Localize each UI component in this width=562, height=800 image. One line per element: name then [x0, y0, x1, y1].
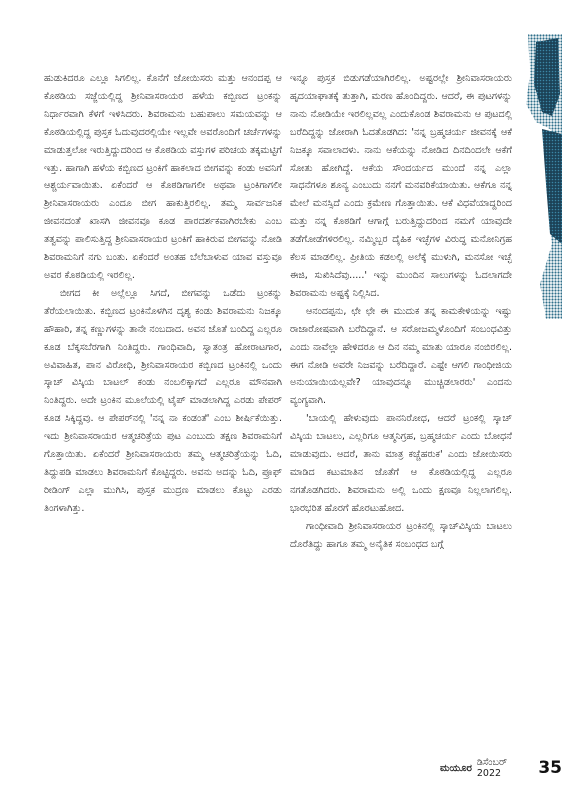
article-column-left [44, 70, 282, 518]
issue-date: ಡಿಸೆಂಬರ್ 2022 [476, 757, 508, 779]
paragraph: 'ಬಾಯಲ್ಲಿ ಹೇಳುವುದು ಪಾನನಿರೋಧ, ಆದರೆ ಟ್ರಂಕಲ್ಲಿ ಸ್ಕಾಚ್ ವಿಸ್ಕಿಯ ಬಾಟಲು, ಎಲ್ಲರಿಗೂ ಆತ್ಮನಿಗ್ರಹ, ಬ್ರಹ್ಮಚರ್ಯ ಎಂದು ಬೋಧನೆ ಮಾಡುವುದು. ಆದರೆ, ತಾನು ಮಾತ್ರ ಕಚ್ಚೆಹರುಕ' ಎಂದು ಜೋಯಿಸರು ಮಾಡಿದ ಕಟುಮಾತಿನ ಜೊತೆಗೆ ಆ ಕೊಠಡಿಯಲ್ಲಿದ್ದ ಎಲ್ಲರೂ ನಗತೊಡಗಿದರು. ಶಿವರಾಮನು ಅಲ್ಲಿ ಒಂದು ಕ್ಷಣವೂ ನಿಲ್ಲಲಾಗಲಿಲ್ಲ. ಭಾರಭರಿತ ಹೊರಗೆ ಹೊರಟುಹೋದ. [290, 413, 512, 514]
paragraph: ಆನಂದಪ್ಪನು, ಛೇ ಛೇ ಈ ಮುದುಕ ತನ್ನ ಕಾಮಕೇಳಿಯನ್ನು ಇಷ್ಟು ರಾಜಾರೋಷವಾಗಿ ಬರೆದಿದ್ದಾನೆ. ಆ ಸರೋಜಮ್ಮಳೊಂದಿಗೆ ಸಂಬಂಧವಿತ್ತು ಎಂದು ನಾವೆಲ್ಲಾ ಹೇಳಿದರೂ ಆ ದಿನ ನಮ್ಮ ಮಾತು ಯಾರೂ ನಂಬಿರಲಿಲ್ಲ. ಈಗ ನೋಡಿ ಅವರೇ ನಿಜವನ್ನು ಬರೆದಿದ್ದಾರೆ. ಎಷ್ಟೇ ಆಗಲಿ ಗಾಂಧೀಜಿಯ ಅನುಯಾಯಿಯಲ್ಲವೇ? ಯಾವುದನ್ನೂ ಮುಚ್ಚಿಡಲಾರರು' ಎಂದನು ವ್ಯಂಗ್ಯವಾಗಿ. [290, 305, 512, 407]
paragraph: ಗಾಂಧೀವಾದಿ ಶ್ರೀನಿವಾಸರಾಯರ ಟ್ರಂಕಿನಲ್ಲಿ ಸ್ಕಾಚ್‌ವಿಸ್ಕಿಯ ಬಾಟಲು ದೊರೆತಿದ್ದು ಹಾಗೂ ತಮ್ಮ ಅನೈತಿಕ ಸಂಬಂಧದ ಬಗ್ಗೆ [290, 520, 512, 550]
magazine-name: ಮಯೂರ [440, 762, 472, 774]
page-footer [440, 758, 562, 778]
page-number: 35 [538, 758, 562, 778]
paragraph: ಬೀಗದ ಕೀ ಅಲ್ಲೆಲ್ಲೂ ಸಿಗದೆ, ಬೀಗವನ್ನು ಒಡೆದು ಟ್ರಂಕನ್ನು ತೆರೆಯಲಾಯಿತು. ಕಬ್ಬಿಣದ ಟ್ರಂಕಿನೊಳಗಿನ ದೃಶ್ಯ ಕಂಡು ಶಿವರಾಮನು ನಿಜಕ್ಕೂ ಹೌಹಾರಿ, ತನ್ನ ಕಣ್ಣುಗಳನ್ನು ತಾನೇ ನಂಬದಾದ. ಅವನ ಜೊತೆ ಬಂದಿದ್ದ ಎಲ್ಲರೂ ಕೂಡ ಬೆಕ್ಕಸಬೆರಗಾಗಿ ನಿಂತಿದ್ದರು. ಗಾಂಧಿವಾದಿ, ಸ್ವಾತಂತ್ರ ಹೋರಾಟಗಾರ, ಅವಿವಾಹಿತ, ಪಾನ ವಿರೋಧಿ, ಶ್ರೀನಿವಾಸರಾಯರ ಕಬ್ಬಿಣದ ಟ್ರಂಕಿನಲ್ಲಿ ಒಂದು ಸ್ಕಾಚ್ ವಿಸ್ಕಿಯ ಬಾಟಲ್ ಕಂಡು ನಂಬಲಿಕ್ಕಾಗದೆ ಎಲ್ಲರೂ ಮೌನವಾಗಿ ನಿಂತಿದ್ದರು. ಅದೇ ಟ್ರಂಕಿನ ಮೂಲೆಯಲ್ಲಿ ಟೈಪ್ ಮಾಡಲಾಗಿದ್ದ ಎರಡು ಪೇಪರ್ ಕೂಡ ಸಿಕ್ಕಿದ್ದವು. ಆ ಪೇಪರ್‌ನಲ್ಲಿ 'ನನ್ನ ನಾ ಕಂಡಂತೆ' ಎಂಬ ಶೀರ್ಷಿಕೆಯಿತ್ತು. ಇದು ಶ್ರೀನಿವಾಸರಾಯರ ಆತ್ಮಚರಿತ್ರೆಯ ಪುಟ ಎಂಬುದು ತಕ್ಷಣ ಶಿವರಾಮನಿಗೆ ಗೊತ್ತಾಯಿತು. ಏಕೆಂದರೆ ಶ್ರೀನಿವಾಸರಾಯರು ತಮ್ಮ ಆತ್ಮಚರಿತ್ರೆಯನ್ನು ಓದಿ, ತಿದ್ದುಪಡಿ ಮಾಡಲು ಶಿವರಾಮನಿಗೆ ಕೊಟ್ಟಿದ್ದರು. ಅವನು ಅದನ್ನು ಓದಿ, ಪ್ರೂಫ್ ರೀಡಿಂಗ್ ಎಲ್ಲಾ ಮುಗಿಸಿ, ಪುಸ್ತಕ ಮುದ್ರಣ ಮಾಡಲು ಕೊಟ್ಟು ಎರಡು ತಿಂಗಳಾಗಿತ್ತು. [44, 287, 282, 514]
paragraph: ಇನ್ನೂ ಪುಸ್ತಕ ಬಿಡುಗಡೆಯಾಗಿರಲಿಲ್ಲ. ಅಷ್ಟರಲ್ಲೇ ಶ್ರೀನಿವಾಸರಾಯರು ಹೃದಯಾಘಾತಕ್ಕೆ ತುತ್ತಾಗಿ, ಮರಣ ಹೊಂದಿದ್ದರು. ಆದರೆ, ಈ ಪುಟಗಳನ್ನು ನಾನು ನೋಡಿಯೇ ಇರಲಿಲ್ಲವಲ್ಲ ಎಂದುಕೊಂಡ ಶಿವರಾಮನು ಆ ಪುಟದಲ್ಲಿ ಬರೆದಿದ್ದನ್ನು ಜೋರಾಗಿ ಓದತೊಡಗಿದ: 'ನನ್ನ ಬ್ರಹ್ಮಚರ್ಯ ಜೀವನಕ್ಕೆ ಆಕೆ ನಿಜಕ್ಕೂ ಸವಾಲಾದಳು. ನಾನು ಆಕೆಯನ್ನು ನೋಡಿದ ದಿನದಿಂದಲೇ ಆಕೆಗೆ ಸೋತು ಹೋಗಿದ್ದೆ. ಆಕೆಯ ಸೌಂದರ್ಯದ ಮುಂದೆ ನನ್ನ ಎಲ್ಲಾ ಸಾಧನೆಗಳೂ ಶೂನ್ಯ ಎಂಬುದು ನನಗೆ ಮನವರಿಕೆಯಾಯಿತು. ಆಕೆಗೂ ನನ್ನ ಮೇಲೆ ಮನಸ್ಸಿದೆ ಎಂದು ಕ್ರಮೇಣ ಗೊತ್ತಾಯಿತು. ಆಕೆ ವಿಧವೆಯಾದ್ದರಿಂದ ಮತ್ತು ನನ್ನ ಕೊಠಡಿಗೆ ಆಗಾಗ್ಗೆ ಬರುತ್ತಿದ್ದುದರಿಂದ ನಮಗೆ ಯಾವುದೇ ತಡೆಗೋಡೆಗಳಿರಲಿಲ್ಲ. ನಮ್ಮಿಬ್ಬರ ದೈಹಿಕ ಇಚ್ಛೆಗಳ ವಿರುದ್ಧ ಮನೋನಿಗ್ರಹ ಕೆಲಸ ಮಾಡಲಿಲ್ಲ. ಪ್ರೀತಿಯ ಕಡಲಲ್ಲಿ ಅಲೆಕ್ಕೆ ಮುಳುಗಿ, ಮನಸೋ ಇಚ್ಛೆ ಈಜಿ, ಸುಖಿಸಿದೆವು.....' ಇನ್ನು ಮುಂದಿನ ಸಾಲುಗಳನ್ನು ಓದಲಾಗದೇ ಶಿವರಾಮನು ಅಷ್ಟಕ್ಕೆ ನಿಲ್ಲಿಸಿದ. [290, 73, 512, 299]
article-column-right [290, 70, 512, 553]
halftone-portrait-image [506, 34, 562, 319]
paragraph: ಹುಡುಕಿದರೂ ಎಲ್ಲೂ ಸಿಗಲಿಲ್ಲ. ಕೊನೆಗೆ ಜೋಯಿಸರು ಮತ್ತು ಆನಂದಪ್ಪ ಆ ಕೊಠಡಿಯ ಸಜ್ಜೆಯಲ್ಲಿದ್ದ ಶ್ರೀನಿವಾಸರಾಯರ ಹಳೆಯ ಕಬ್ಬಿಣದ ಟ್ರಂಕನ್ನು ನಿರ್ಧಾರವಾಗಿ ಕೆಳಗೆ ಇಳಿಸಿದರು. ಶಿವರಾಮನು ಬಹುಪಾಲು ಸಮಯವನ್ನು ಆ ಕೊಠಡಿಯಲ್ಲಿದ್ದ ಪುಸ್ತಕ ಓದುವುದರಲ್ಲಿಯೇ ಇಲ್ಲವೇ ಅವರೊಂದಿಗೆ ಚರ್ಚೆಗಳನ್ನು ಮಾಡುತ್ತಲೋ ಇರುತ್ತಿದ್ದುದರಿಂದ ಆ ಕೊಠಡಿಯ ವಸ್ತುಗಳ ಪರಿಚಯ ತಕ್ಕಮಟ್ಟಿಗೆ ಇತ್ತು. ಹಾಗಾಗಿ ಹಳೆಯ ಕಬ್ಬಿಣದ ಟ್ರಂಕಿಗೆ ಹಾಕಲಾದ ಬೀಗವನ್ನು ಕಂಡು ಅವನಿಗೆ ಆಶ್ಚರ್ಯವಾಯಿತು. ಏಕೆಂದರೆ ಆ ಕೊಠಡಿಗಾಗಲೀ ಅಥವಾ ಟ್ರಂಕಿಗಾಗಲೀ ಶ್ರೀನಿವಾಸರಾಯರು ಎಂದೂ ಬೀಗ ಹಾಕುತ್ತಿರಲಿಲ್ಲ. ತಮ್ಮ ಸಾರ್ವಜನಿಕ ಜೀವನದಂತೆ ಖಾಸಗಿ ಜೀವನವೂ ಕೂಡ ಪಾರದರ್ಶಕವಾಗಿರಬೇಕು ಎಂಬ ತತ್ವವನ್ನು ಪಾಲಿಸುತ್ತಿದ್ದ ಶ್ರೀನಿವಾಸರಾಯರ ಟ್ರಂಕಿಗೆ ಹಾಕಿರುವ ಬೀಗವನ್ನು ನೋಡಿ ಶಿವರಾಮನಿಗೆ ನಗು ಬಂತು. ಏಕೆಂದರೆ ಅಂತಹ ಬೆಲೆಬಾಳುವ ಯಾವ ವಸ್ತುವೂ ಅವರ ಕೊಠಡಿಯಲ್ಲಿ ಇರಲಿಲ್ಲ. [44, 73, 282, 281]
